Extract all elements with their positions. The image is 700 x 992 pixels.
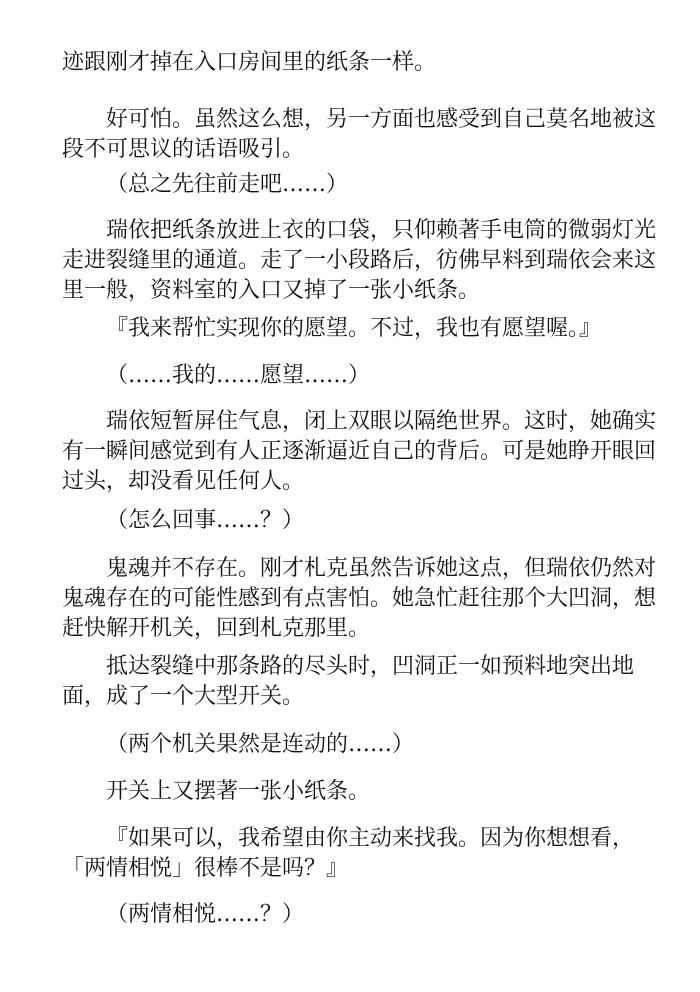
paragraph-12	[62, 777, 642, 807]
text-line: （怎么回事……？）	[106, 508, 305, 533]
text-line: 瑞依把纸条放进上衣的口袋，只仰赖著手电筒的微弱灯光	[106, 218, 657, 243]
paragraph-4	[62, 216, 657, 306]
text-line: 过头，却没看见任何人。	[62, 469, 305, 494]
text-line: 好可怕。虽然这么想，另一方面也感受到自己莫名地被这	[106, 107, 657, 132]
text-line: 赶快解开机关，回到札克那里。	[62, 616, 371, 641]
text-line: （总之先往前走吧……）	[106, 172, 349, 197]
text-line: 迹跟刚才掉在入口房间里的纸条一样。	[62, 50, 437, 75]
text-line: （……我的……愿望……）	[106, 363, 371, 388]
paragraph-5	[62, 314, 642, 344]
text-line: 走进裂缝里的通道。走了一小段路后，彷佛早料到瑞依会来这	[62, 248, 657, 273]
text-line: 有一瞬间感觉到有人正逐渐逼近自己的背后。可是她睁开眼回	[62, 439, 657, 464]
paragraph-9	[62, 554, 657, 644]
paragraph-8	[62, 506, 642, 536]
paragraph-2	[62, 105, 657, 165]
paragraph-1	[62, 48, 642, 78]
text-line: 开关上又摆著一张小纸条。	[106, 779, 371, 804]
text-line: 段不可思议的话语吸引。	[62, 137, 305, 162]
text-line: 面，成了一个大型开关。	[62, 684, 305, 709]
paragraph-7	[62, 407, 657, 497]
text-line: 鬼魂并不存在。刚才札克虽然告诉她这点，但瑞依仍然对	[106, 556, 657, 581]
paragraph-6	[62, 361, 642, 391]
text-line: 『如果可以，我希望由你主动来找我。因为你想想看，	[106, 826, 635, 851]
text-line: 鬼魂存在的可能性感到有点害怕。她急忙赶往那个大凹洞，想	[62, 586, 657, 611]
text-line: 里一般，资料室的入口又掉了一张小纸条。	[62, 278, 481, 303]
paragraph-10	[62, 652, 642, 712]
text-line: （两情相悦……？）	[106, 902, 305, 927]
paragraph-13	[62, 824, 642, 884]
paragraph-11	[62, 730, 642, 760]
text-line: 「两情相悦」很棒不是吗？』	[62, 856, 349, 881]
paragraph-14	[62, 900, 642, 930]
text-line: （两个机关果然是连动的……）	[106, 732, 415, 757]
text-line: 瑞依短暂屏住气息，闭上双眼以隔绝世界。这时，她确实	[106, 409, 657, 434]
text-line: 抵达裂缝中那条路的尽头时，凹洞正一如预料地突出地	[106, 654, 635, 679]
text-line: 『我来帮忙实现你的愿望。不过，我也有愿望喔。』	[106, 316, 602, 341]
paragraph-3	[62, 170, 642, 200]
